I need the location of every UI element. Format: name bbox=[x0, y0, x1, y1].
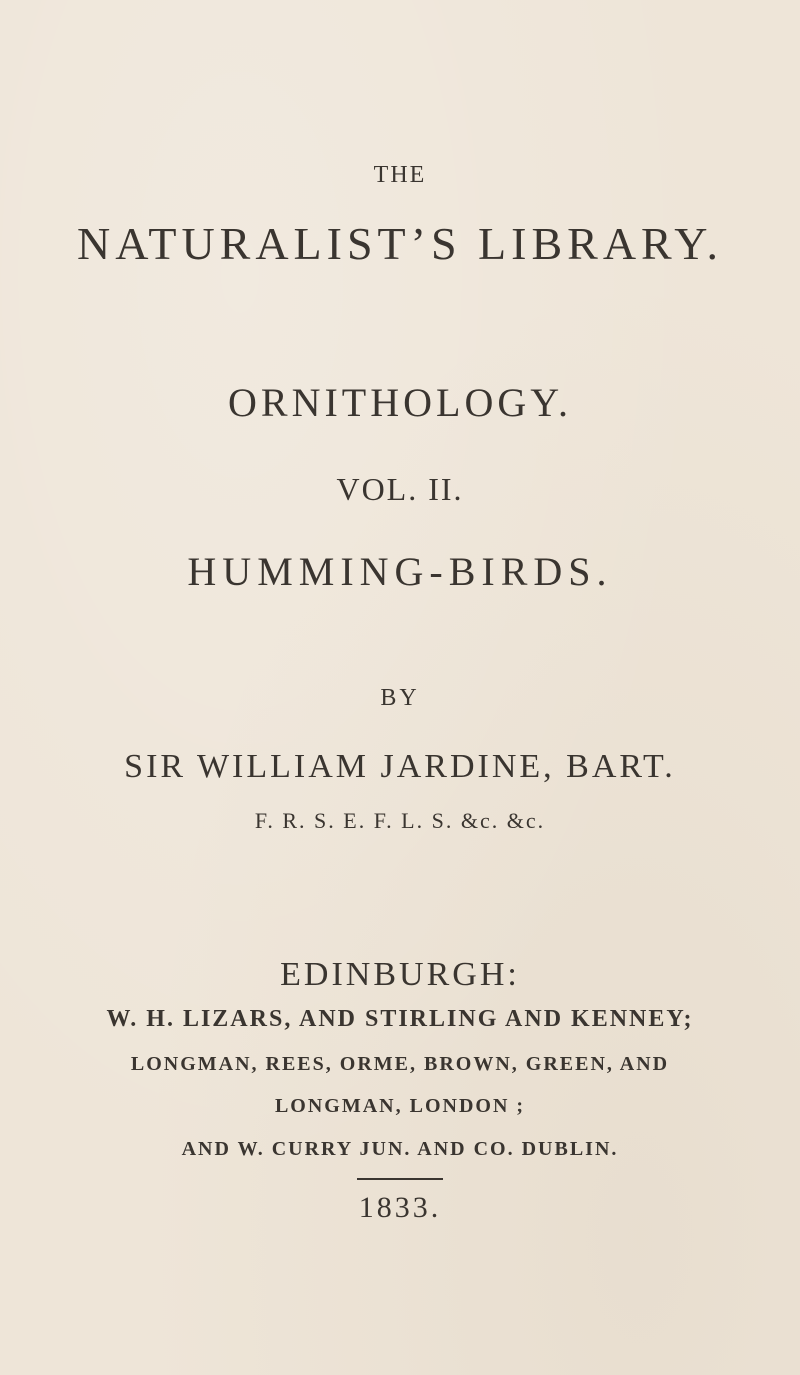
volume-number: VOL. II. bbox=[336, 471, 464, 507]
publication-year: 1833. bbox=[358, 1191, 442, 1224]
series-title: NATURALIST’S LIBRARY. bbox=[77, 218, 723, 269]
author-name: SIR WILLIAM JARDINE, BART. bbox=[124, 748, 676, 785]
publisher-line: AND W. CURRY JUN. AND CO. DUBLIN. bbox=[181, 1138, 619, 1160]
publication-place: EDINBURGH: bbox=[280, 956, 520, 993]
by-label: BY bbox=[380, 685, 420, 711]
publisher-line: W. H. LIZARS, AND STIRLING AND KENNEY; bbox=[106, 1006, 694, 1032]
divider-rule bbox=[357, 1178, 443, 1180]
publisher-line: LONGMAN, LONDON ; bbox=[274, 1095, 526, 1117]
author-credentials: F. R. S. E. F. L. S. &c. &c. bbox=[254, 808, 546, 833]
subject-title: ORNITHOLOGY. bbox=[228, 380, 572, 425]
the-heading: THE bbox=[373, 162, 427, 188]
volume-title: HUMMING-BIRDS. bbox=[187, 549, 613, 594]
publisher-line: LONGMAN, REES, ORME, BROWN, GREEN, AND bbox=[130, 1053, 670, 1075]
